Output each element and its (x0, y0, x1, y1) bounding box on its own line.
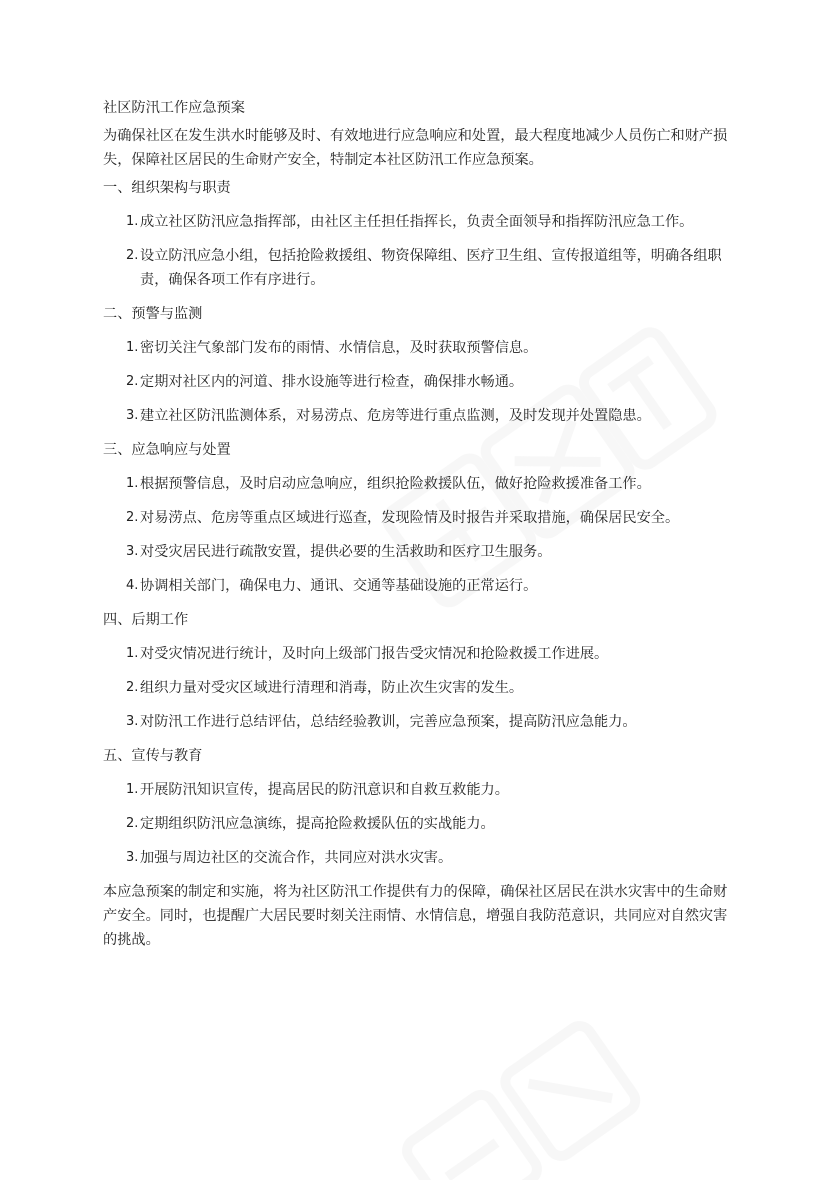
list-item (103, 574, 728, 598)
list-item (103, 642, 728, 666)
document-title: 社区防汛工作应急预案 (103, 100, 245, 116)
closing-paragraph: 本应急预案的制定和实施，将为社区防汛工作提供有力的保障，确保社区居民在洪水灾害中的生命财产安全。同时，也提醒广大居民要时刻关注雨情、水情信息，增强自我防范意识，共同应对自然灾害的挑战。 (103, 884, 728, 948)
section-list (103, 642, 728, 734)
list-item-text: 对受灾情况进行统计，及时向上级部门报告受灾情况和抢险救援工作进展。 (140, 646, 609, 662)
list-item-text: 定期组织防汛应急演练，提高抢险救援队伍的实战能力。 (140, 816, 495, 832)
list-item (103, 846, 728, 870)
document-body (103, 96, 728, 956)
list-item (103, 778, 728, 802)
list-item-text: 密切关注气象部门发布的雨情、水情信息，及时获取预警信息。 (140, 340, 538, 356)
section-organization (103, 176, 728, 292)
section-publicity-education (103, 744, 728, 870)
list-number: 3. (126, 850, 139, 865)
section-list (103, 336, 728, 428)
list-number: 2. (126, 510, 139, 525)
list-item-text: 对易涝点、危房等重点区域进行巡查，发现险情及时报告并采取措施，确保居民安全。 (140, 510, 680, 526)
intro-paragraph: 为确保社区在发生洪水时能够及时、有效地进行应急响应和处置，最大程度地减少人员伤亡和财产损失，保障社区居民的生命财产安全，特制定本社区防汛工作应急预案。 (103, 128, 728, 168)
list-item-text: 根据预警信息，及时启动应急响应，组织抢险救援队伍，做好抢险救援准备工作。 (140, 476, 651, 492)
list-item (103, 336, 728, 360)
list-item-text: 设立防汛应急小组，包括抢险救援组、物资保障组、医疗卫生组、宣传报道组等，明确各组职责，确保各项工作有序进行。 (140, 248, 722, 288)
section-heading: 二、预警与监测 (103, 306, 203, 322)
list-item-text: 对防汛工作进行总结评估，总结经验教训，完善应急预案，提高防汛应急能力。 (140, 714, 637, 730)
section-warning-monitoring (103, 302, 728, 428)
list-item (103, 710, 728, 734)
list-number: 3. (126, 544, 139, 559)
list-item (103, 472, 728, 496)
list-item (103, 244, 728, 292)
list-item (103, 676, 728, 700)
list-number: 1. (126, 782, 139, 797)
list-number: 2. (126, 374, 139, 389)
section-list (103, 472, 728, 598)
list-item-text: 开展防汛知识宣传，提高居民的防汛意识和自救互救能力。 (140, 782, 509, 798)
section-heading: 三、应急响应与处置 (103, 442, 231, 458)
section-heading: 四、后期工作 (103, 612, 189, 628)
section-heading: 一、组织架构与职责 (103, 180, 231, 196)
list-number: 3. (126, 714, 139, 729)
list-item (103, 210, 728, 234)
list-number: 1. (126, 476, 139, 491)
section-emergency-response (103, 438, 728, 598)
list-item (103, 404, 728, 428)
list-number: 1. (126, 646, 139, 661)
list-item-text: 协调相关部门，确保电力、通讯、交通等基础设施的正常运行。 (140, 578, 538, 594)
list-number: 4. (126, 578, 139, 593)
section-aftermath (103, 608, 728, 734)
watermark-logo-bottom (360, 1020, 720, 1180)
list-number: 2. (126, 816, 139, 831)
list-item-text: 成立社区防汛应急指挥部，由社区主任担任指挥长，负责全面领导和指挥防汛应急工作。 (140, 214, 694, 230)
list-number: 3. (126, 408, 139, 423)
list-number: 2. (126, 680, 139, 695)
list-item (103, 812, 728, 836)
section-list (103, 778, 728, 870)
list-item-text: 定期对社区内的河道、排水设施等进行检查，确保排水畅通。 (140, 374, 524, 390)
section-list (103, 210, 728, 292)
list-item (103, 370, 728, 394)
list-item (103, 506, 728, 530)
list-number: 1. (126, 214, 139, 229)
list-item-text: 加强与周边社区的交流合作，共同应对洪水灾害。 (140, 850, 453, 866)
list-item-text: 对受灾居民进行疏散安置，提供必要的生活救助和医疗卫生服务。 (140, 544, 552, 560)
list-number: 1. (126, 340, 139, 355)
section-heading: 五、宣传与教育 (103, 748, 203, 764)
list-item-text: 组织力量对受灾区域进行清理和消毒，防止次生灾害的发生。 (140, 680, 524, 696)
list-item-text: 建立社区防汛监测体系，对易涝点、危房等进行重点监测，及时发现并处置隐患。 (140, 408, 651, 424)
list-item (103, 540, 728, 564)
list-number: 2. (126, 248, 139, 263)
